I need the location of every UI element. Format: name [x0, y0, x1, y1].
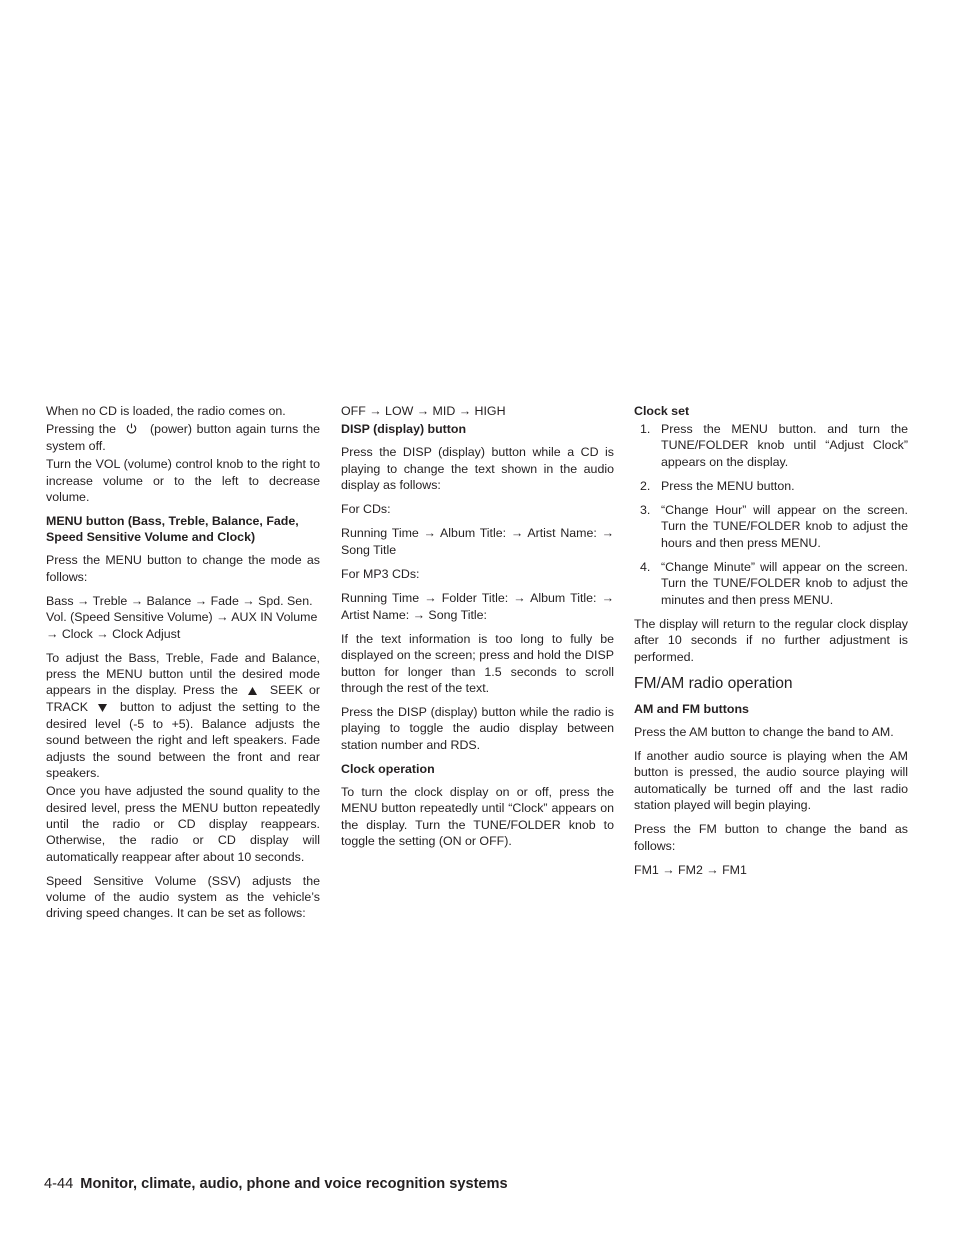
paragraph: Speed Sensitive Volume (SSV) adjusts the volume of the audio system as the vehicle’s driving speed changes. It can be set as follows:	[46, 873, 320, 921]
paragraph: Bass → Treble → Balance → Fade → Spd. Sen. Vol. (Speed Sensitive Volume) → AUX IN Volume → Clock → Clock Adjust	[46, 593, 318, 641]
column-left	[46, 403, 320, 930]
paragraph: Once you have adjusted the sound quality to the desired level, press the MENU button repeatedly until the radio or CD display reappears. Otherwise, the radio or CD display will automatically reappear after about 10 seconds.	[46, 784, 320, 864]
paragraph: If another audio source is playing when the AM button is pressed, the audio source playing will automatically be turned off and the last radio station played will begin playing.	[634, 749, 908, 813]
paragraph: Press the DISP (display) button while a CD is playing to change the text shown in the audio display as follows:	[341, 445, 614, 492]
triangle-down-icon	[98, 700, 107, 716]
list-item: 2. Press the MENU button.	[640, 478, 795, 493]
paragraph: To turn the clock display on or off, press the MENU button repeatedly until “Clock” appears on the display. Turn the TUNE/FOLDER knob to toggle the setting (ON or OFF).	[341, 785, 614, 848]
paragraph: Turn the VOL (volume) control knob to the right to increase volume or to the left to decrease volume.	[46, 457, 320, 505]
column-middle	[341, 403, 614, 857]
chapter-title: Monitor, climate, audio, phone and voice recognition systems	[80, 1176, 508, 1192]
heading-am-fm-buttons: AM and FM buttons	[634, 701, 749, 716]
list-item: 1. Press the MENU button. and turn the TUNE/FOLDER knob until “Adjust Clock” appears on the display.	[640, 422, 908, 469]
clock-set-steps	[634, 421, 908, 608]
paragraph: For CDs:	[341, 502, 391, 517]
heading-disp-button: DISP (display) button	[341, 422, 467, 437]
paragraph: FM1 → FM2 → FM1	[634, 862, 747, 877]
heading-clock-set: Clock set	[634, 404, 690, 418]
heading-menu-button: MENU button (Bass, Treble, Balance, Fade, Speed Sensitive Volume and Clock)	[46, 514, 299, 545]
list-item: 3. “Change Hour” will appear on the screen. Turn the TUNE/FOLDER knob to adjust the hours and then press MENU.	[640, 503, 908, 550]
paragraph: OFF → LOW → MID → HIGH	[341, 404, 506, 418]
paragraph: Press the AM button to change the band to AM.	[634, 724, 894, 739]
text-run: SEEK or TRACK	[46, 683, 320, 715]
text-run: button to adjust the setting to the desired level (-5 to +5). Balance adjusts the sound between the right and left speakers. Fade adjusts the sound between the front and rear speakers.	[46, 700, 320, 781]
paragraph: When no CD is loaded, the radio comes on.	[46, 404, 286, 418]
triangle-up-icon	[248, 683, 257, 699]
text-run: (power) button again turns the system off.	[46, 422, 321, 454]
paragraph: The display will return to the regular clock display after 10 seconds if no further adjustment is performed.	[634, 616, 908, 664]
paragraph: Press the FM button to change the band as follows:	[634, 822, 908, 853]
section-title-fm-am: FM/AM radio operation	[634, 674, 793, 692]
paragraph: Running Time → Album Title: → Artist Name: → Song Title	[341, 526, 614, 557]
text-run: Pressing the	[46, 422, 117, 437]
text-run: To adjust the Bass, Treble, Fade and Balance, press the MENU button until the desired mode appears in the display. Press the	[46, 650, 320, 698]
paragraph	[46, 421, 320, 454]
paragraph: If the text information is too long to fully be displayed on the screen; press and hold the DISP button for longer than 1.5 seconds to scroll through the rest of the text.	[341, 631, 614, 695]
page-footer	[44, 1176, 508, 1192]
heading-clock-operation: Clock operation	[341, 762, 435, 777]
power-icon	[126, 422, 137, 438]
paragraph: Press the DISP (display) button while the radio is playing to toggle the audio display between station number and RDS.	[341, 705, 614, 752]
list-item: 4. “Change Minute” will appear on the screen. Turn the TUNE/FOLDER knob to adjust the minutes and then press MENU.	[640, 560, 908, 607]
column-right	[634, 403, 908, 886]
page-number: 4-44	[44, 1176, 74, 1192]
paragraph: Running Time → Folder Title: → Album Title: → Artist Name: → Song Title:	[341, 591, 614, 622]
paragraph: For MP3 CDs:	[341, 567, 420, 582]
paragraph: Press the MENU button to change the mode as follows:	[46, 553, 320, 584]
paragraph	[46, 650, 320, 782]
